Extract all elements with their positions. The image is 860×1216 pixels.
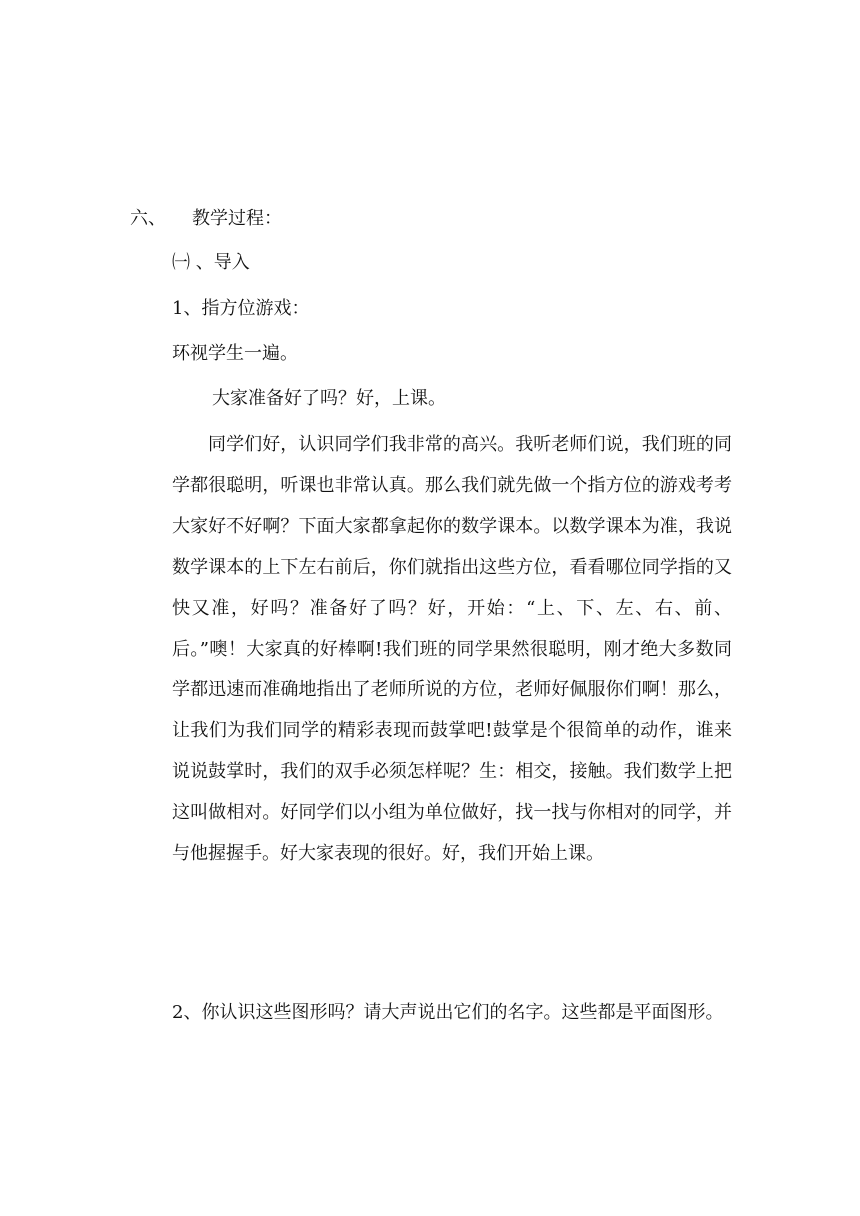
subsection-heading: ㈠ 、导入 (172, 252, 250, 273)
section-number: 六、 (130, 208, 166, 229)
item-1-title: 1、指方位游戏： (172, 298, 310, 319)
item-2-paragraph: 2、你认识这些图形吗？请大声说出它们的名字。这些都是平面图形。 (172, 1002, 724, 1023)
item-1-line-1: 环视学生一遍。 (172, 343, 298, 364)
section-title: 教学过程： (192, 208, 282, 229)
section-heading (130, 206, 282, 232)
item-1-line-2: 大家准备好了吗？好，上课。 (212, 388, 446, 409)
item-1-paragraph: 同学们好，认识同学们我非常的高兴。我听老师们说，我们班的同学都很聪明，听课也非常认真。那么我们就先做一个指方位的游戏考考大家好不好啊？下面大家都拿起你的数学课本。以数学课本为准，我说数学课本的上下左右前后，你们就指出这些方位，看看哪位同学指的又快又准，好吗？准备好了吗？好，开始：“上、下、左、右、前、后。”噢！大家真的好棒啊!我们班的同学果然很聪明，刚才绝大多数同学都迅速而准确地指出了老师所说的方位，老师好佩服你们啊！那么，让我们为我们同学的精彩表现而鼓掌吧!鼓掌是个很简单的动作，谁来说说鼓掌时，我们的双手必须怎样呢？生：相交，接触。我们数学上把这叫做相对。好同学们以小组为单位做好，找一找与你相对的同学，并与他握握手。好大家表现的很好。好，我们开始上课。 (172, 434, 732, 865)
